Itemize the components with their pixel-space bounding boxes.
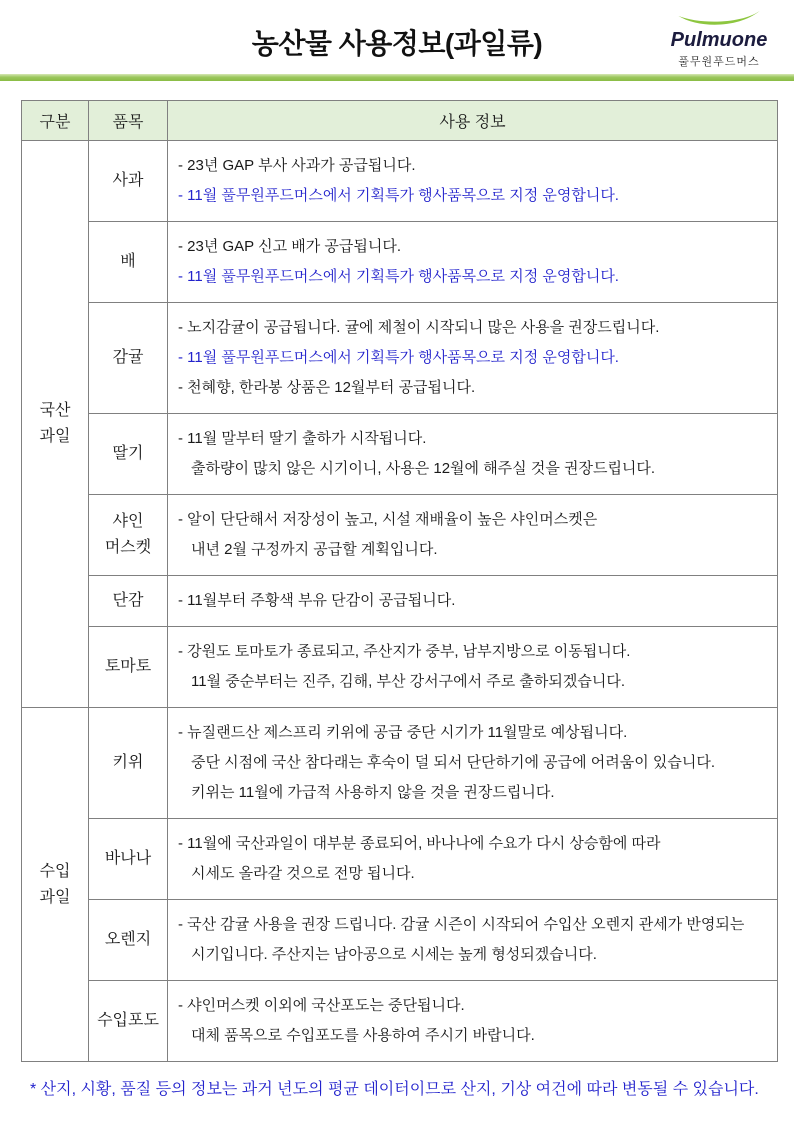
table-row [22, 303, 778, 414]
usage-info-cell [168, 819, 778, 900]
item-name-cell [89, 414, 168, 495]
usage-info-line: 출하량이 많치 않은 시기이니, 사용은 12월에 해주실 것을 권장드립니다. [191, 460, 656, 477]
green-divider-rule [0, 74, 794, 81]
item-name-cell [89, 576, 168, 627]
usage-info-line-highlight: - 11월 풀무원푸드머스에서 기획특가 행사품목으로 지정 운영합니다. [178, 349, 619, 366]
usage-info-line: 내년 2월 구정까지 공급할 계획입니다. [191, 541, 438, 558]
item-name-line: 머스켓 [104, 539, 152, 556]
item-name-cell [89, 819, 168, 900]
usage-info-line: - 강원도 토마토가 종료되고, 주산지가 중부, 남부지방으로 이동됩니다. [178, 643, 631, 660]
item-name-line: 바나나 [104, 850, 152, 867]
item-name-cell [89, 141, 168, 222]
usage-info-cell [168, 414, 778, 495]
category-cell [22, 708, 89, 1062]
col-header-info: 사용 정보 [168, 101, 778, 141]
usage-info-line: 중단 시점에 국산 참다래는 후숙이 덜 되서 단단하기에 공급에 어려움이 있습니다. [191, 754, 716, 771]
usage-info-line: - 국산 감귤 사용을 권장 드립니다. 감귤 시즌이 시작되어 수입산 오렌지 관세가 반영되는 [178, 916, 745, 933]
table-row [22, 900, 778, 981]
usage-info-line: - 샤인머스켓 이외에 국산포도는 중단됩니다. [178, 997, 465, 1014]
usage-info-line: - 11월에 국산과일이 대부분 종료되어, 바나나에 수요가 다시 상승함에 따라 [178, 835, 661, 852]
item-name-line: 수입포도 [97, 1012, 159, 1029]
item-name-cell [89, 495, 168, 576]
item-name-cell [89, 708, 168, 819]
item-name-line: 토마토 [104, 658, 152, 675]
item-name-line: 키위 [112, 754, 144, 771]
usage-info-line: - 노지감귤이 공급됩니다. 귤에 제철이 시작되니 많은 사용을 권장드립니다. [178, 319, 660, 336]
item-name-line: 단감 [112, 592, 144, 609]
usage-info-cell [168, 303, 778, 414]
item-name-cell [89, 900, 168, 981]
usage-info-line: - 11월부터 주황색 부유 단감이 공급됩니다. [178, 592, 456, 609]
usage-info-line: - 11월 말부터 딸기 출하가 시작됩니다. [178, 430, 427, 447]
item-name-line: 감귤 [112, 349, 144, 366]
item-name-line: 샤인 [112, 513, 144, 530]
logo-brand-text: Pulmuone [670, 29, 768, 51]
usage-info-line: - 23년 GAP 부사 사과가 공급됩니다. [178, 157, 416, 174]
usage-info-line: - 천혜향, 한라봉 상품은 12월부터 공급됩니다. [178, 379, 476, 396]
category-label-line: 과일 [39, 888, 71, 906]
item-name-line: 오렌지 [104, 931, 152, 948]
usage-info-line: - 알이 단단해서 저장성이 높고, 시설 재배율이 높은 샤인머스켓은 [178, 511, 598, 528]
usage-info-line: 11월 중순부터는 진주, 김해, 부산 강서구에서 주로 출하되겠습니다. [191, 673, 625, 690]
table-row [22, 627, 778, 708]
item-name-cell [89, 303, 168, 414]
item-name-cell [89, 222, 168, 303]
footnote: * 산지, 시황, 품질 등의 정보는 과거 년도의 평균 데이터이므로 산지, 기상 여건에 따라 변동될 수 있습니다. [30, 1081, 759, 1098]
page-title: 농산물 사용정보(과일류) [251, 28, 543, 59]
usage-info-line: 대체 품목으로 수입포도를 사용하여 주시기 바랍니다. [191, 1027, 535, 1044]
usage-info-cell [168, 141, 778, 222]
pulmuone-swoosh-icon [675, 8, 763, 28]
table-header-row [22, 101, 778, 141]
usage-info-line: - 뉴질랜드산 제스프리 키위에 공급 중단 시기가 11월말로 예상됩니다. [178, 724, 628, 741]
table-row [22, 414, 778, 495]
usage-info-cell [168, 900, 778, 981]
pulmuone-logo [660, 8, 778, 69]
usage-info-line: - 23년 GAP 신고 배가 공급됩니다. [178, 238, 401, 255]
usage-info-cell [168, 627, 778, 708]
item-name-line: 딸기 [112, 445, 144, 462]
usage-info-table [21, 100, 778, 1062]
usage-info-line: 시세도 올라갈 것으로 전망 됩니다. [191, 865, 415, 882]
col-header-item: 품목 [89, 101, 168, 141]
usage-info-cell [168, 981, 778, 1062]
category-label-line: 국산 [39, 402, 71, 419]
table-row [22, 141, 778, 222]
table-row [22, 576, 778, 627]
category-cell [22, 141, 89, 708]
usage-info-line-highlight: - 11월 풀무원푸드머스에서 기획특가 행사품목으로 지정 운영합니다. [178, 268, 619, 285]
category-label-line: 수입 [39, 862, 71, 880]
usage-info-line: 시기입니다. 주산지는 남아공으로 시세는 높게 형성되겠습니다. [191, 946, 597, 963]
usage-info-cell [168, 576, 778, 627]
usage-info-cell [168, 708, 778, 819]
usage-info-line: 키위는 11월에 가급적 사용하지 않을 것을 권장드립니다. [191, 784, 555, 801]
category-label-line: 과일 [39, 428, 71, 445]
usage-info-cell [168, 495, 778, 576]
table-row [22, 819, 778, 900]
col-header-category: 구분 [22, 101, 89, 141]
table-body [22, 141, 778, 1062]
table-row [22, 222, 778, 303]
table-row [22, 708, 778, 819]
usage-info-line-highlight: - 11월 풀무원푸드머스에서 기획특가 행사품목으로 지정 운영합니다. [178, 187, 619, 204]
item-name-line: 배 [120, 253, 136, 270]
usage-info-cell [168, 222, 778, 303]
table-row [22, 495, 778, 576]
item-name-cell [89, 627, 168, 708]
item-name-line: 사과 [112, 172, 144, 189]
logo-subtitle-text: 풀무원푸드머스 [678, 56, 760, 68]
table-row [22, 981, 778, 1062]
item-name-cell [89, 981, 168, 1062]
